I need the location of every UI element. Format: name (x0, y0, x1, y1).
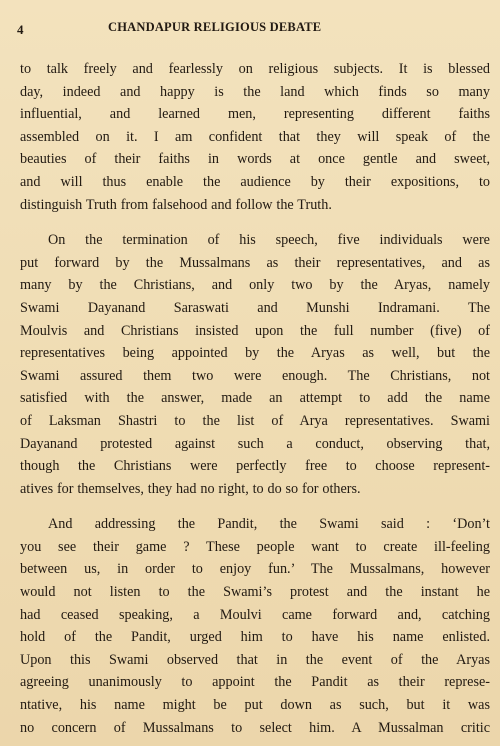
paragraph (20, 58, 490, 216)
text-line: beauties of their faiths in words at once gentle and sweet, (20, 151, 490, 168)
text-line: On the termination of his speech, five individuals were (48, 232, 490, 249)
running-title: CHANDAPUR RELIGIOUS DEBATE (108, 20, 322, 34)
text-line: representatives being appointed by the Aryas as well, but the (20, 345, 490, 362)
text-line: influential, and learned men, representing different faiths (20, 106, 490, 123)
page-number: 4 (17, 22, 24, 37)
text-line: Swami Dayanand Saraswati and Munshi Indramani. The (20, 299, 490, 316)
body-text (20, 58, 490, 739)
text-line: to talk freely and fearlessly on religious subjects. It is blessed (20, 61, 490, 77)
text-line: of Laksman Shastri to the list of Arya representatives. Swami (20, 412, 490, 429)
text-line: and will thus enable the audience by their expositions, to (20, 173, 490, 190)
text-line: ntative, his name might be put down as such, but it was (20, 697, 490, 714)
text-line: had ceased speaking, a Moulvi came forward and, catching (20, 606, 490, 623)
text-line: Swami assured them two were enough. The Christians, not (20, 367, 490, 384)
text-line: assembled on it. I am confident that they will speak of the (20, 128, 490, 145)
text-line: many by the Christians, and only two by the Aryas, namely (20, 277, 490, 294)
text-line: day, indeed and happy is the land which finds so many (20, 83, 490, 100)
text-line: between us, in order to enjoy fun.’ The Mussalmans, however (20, 561, 490, 578)
text-line: Moulvis and Christians insisted upon the full number (five) of (20, 322, 490, 339)
text-line: hold of the Pandit, urged him to have his name enlisted. (20, 629, 490, 646)
paragraph (20, 229, 490, 500)
text-line: put forward by the Mussalmans as their representatives, and as (20, 254, 490, 271)
text-line: atives for themselves, they had no right, to do so for others. (20, 480, 361, 497)
text-line: satisfied with the answer, made an attempt to add the name (20, 390, 490, 407)
text-line: though the Christians were perfectly free to choose represent- (20, 458, 490, 475)
paragraph (20, 513, 490, 739)
text-line: no concern of Mussalmans to select him. A Mussalman critic (20, 719, 490, 736)
text-line: And addressing the Pandit, the Swami said : ‘Don’t (48, 516, 490, 533)
text-line: Upon this Swami observed that in the event of the Aryas (20, 651, 490, 668)
text-line: distinguish Truth from falsehood and follow the Truth. (20, 196, 332, 213)
text-line: agreeing unanimously to appoint the Pandit as their represe- (20, 674, 490, 691)
text-line: you see their game ? These people want to create ill-feeling (20, 538, 490, 555)
text-line: Dayanand protested against such a conduct, observing that, (20, 435, 490, 452)
text-line: would not listen to the Swami’s protest and the instant he (20, 584, 490, 601)
